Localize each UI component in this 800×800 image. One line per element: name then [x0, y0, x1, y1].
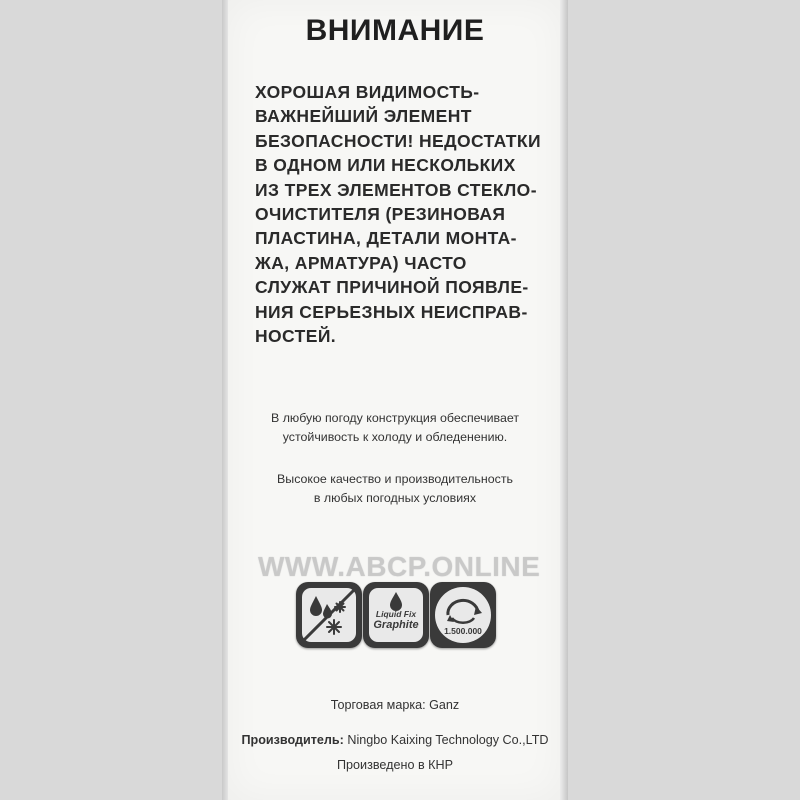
manufacturer-label: Производитель: — [241, 733, 344, 747]
warning-line: ЖА, АРМАТУРА) ЧАСТО — [255, 252, 467, 273]
warning-title: ВНИМАНИЕ — [305, 14, 485, 47]
paragraph-line: Высокое качество и производительность — [277, 472, 513, 486]
liquid-fix-graphite-icon — [363, 582, 429, 648]
manufacturer-line — [228, 733, 562, 747]
warning-line: ОЧИСТИТЕЛЯ (РЕЗИНОВАЯ — [255, 204, 506, 225]
panel-right-edge — [560, 0, 568, 800]
warning-line: ПЛАСТИНА, ДЕТАЛИ МОНТА- — [255, 228, 517, 249]
origin-line: Произведено в КНР — [337, 758, 453, 772]
warning-text — [255, 80, 555, 348]
feature-paragraph-cold — [228, 409, 562, 447]
paragraph-line: устойчивость к холоду и обледенению. — [282, 430, 508, 444]
feature-icons-row — [0, 582, 800, 652]
warning-line: В ОДНОМ ИЛИ НЕСКОЛЬКИХ — [255, 155, 516, 176]
cycle-count-value: 1.500.000 — [444, 626, 482, 636]
warning-line: СЛУЖАТ ПРИЧИНОЙ ПОЯВЛЕ- — [255, 277, 529, 298]
warning-line: ВАЖНЕЙШИЙ ЭЛЕМЕНТ — [255, 106, 472, 127]
brand-line: Торговая марка: Ganz — [330, 698, 460, 712]
rain-snow-icon — [296, 582, 362, 648]
paragraph-line: В любую погоду конструкция обеспечивает — [270, 411, 519, 425]
graphite-line2: Graphite — [373, 619, 419, 631]
warning-line: ХОРОШАЯ ВИДИМОСТЬ- — [255, 82, 480, 102]
warning-line: ИЗ ТРЕХ ЭЛЕМЕНТОВ СТЕКЛО- — [255, 179, 537, 200]
warning-line: НИЯ СЕРЬЕЗНЫХ НЕИСПРАВ- — [255, 301, 528, 322]
site-watermark: WWW.ABCP.ONLINE — [258, 551, 541, 582]
manufacturer-value: Ningbo Kaixing Technology Co.,LTD — [343, 733, 549, 747]
feature-paragraph-quality — [228, 470, 562, 508]
cycle-count-icon — [430, 582, 496, 648]
warning-line: НОСТЕЙ. — [255, 326, 337, 347]
paragraph-line: в любых погодных условиях — [313, 491, 477, 505]
warning-line: БЕЗОПАСНОСТИ! НЕДОСТАТКИ — [255, 130, 541, 151]
graphite-line1: Liquid Fix — [375, 609, 417, 619]
